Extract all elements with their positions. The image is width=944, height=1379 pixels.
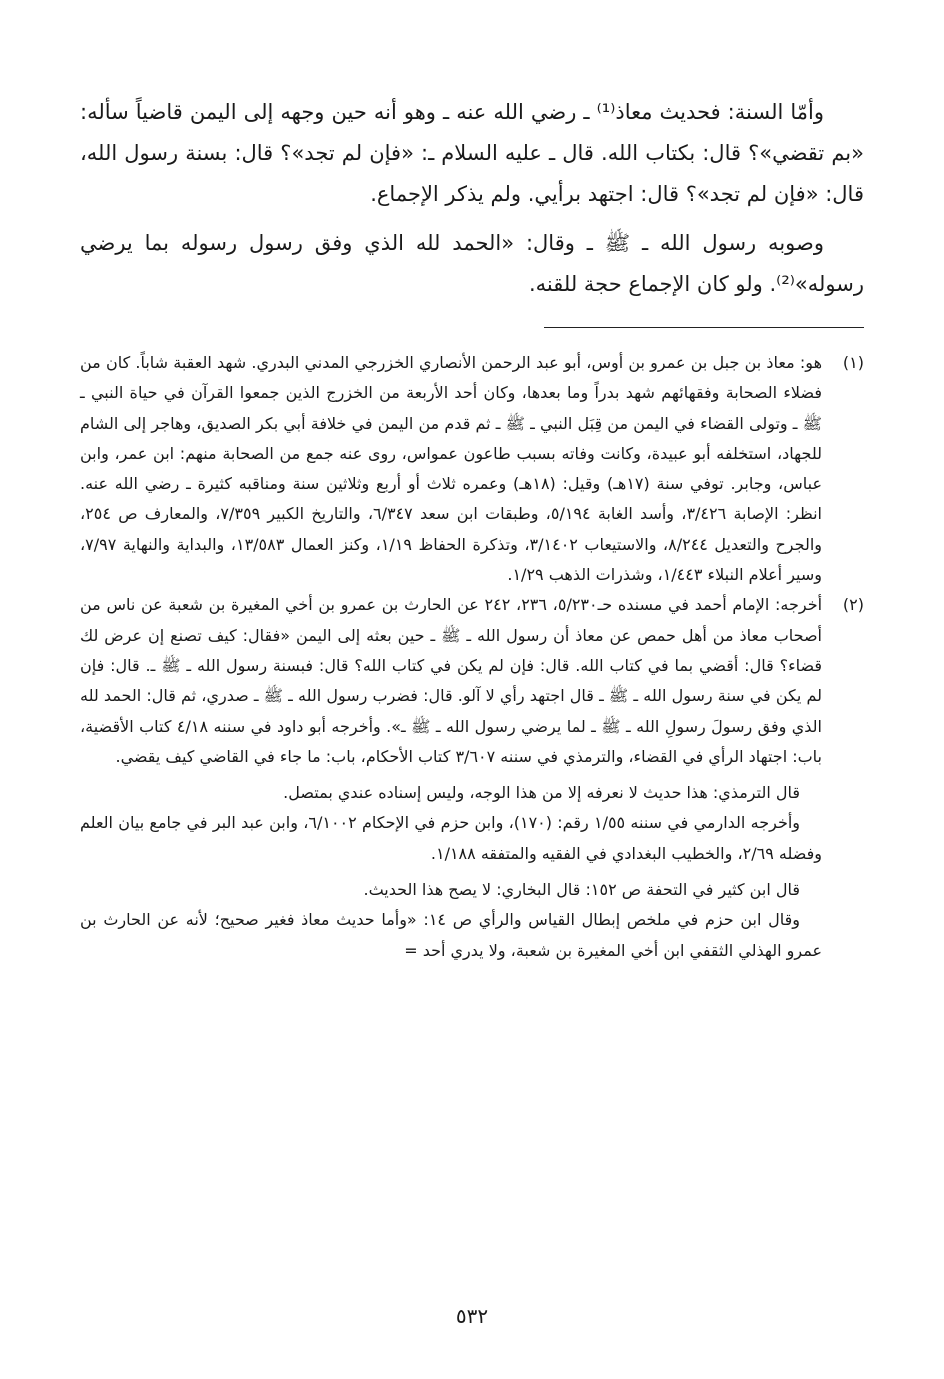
footnote-paragraph: أخرجه: الإمام أحمد في مسنده حـ٥/٢٣٠، ٢٣٦، ٢٤٢ عن الحارث بن عمرو بن أخي المغيرة بن شعبة عن ناس من أصحاب معاذ من أهل حمص عن معاذ أن رسول الله ـ ﷺ ـ حين بعثه إلى اليمن «فقال: كيف تصنع إن عرض لك قضاء؟ قال: أقضي بما في كتاب الله. قال: فإن لم يكن في كتاب الله؟ قال: فبسنة رسول الله ـ ﷺ ـ. قال: فإن لم يكن في سنة رسول الله ـ ﷺ ـ قال اجتهد رأي لا آلو. قال: فضرب رسول الله ـ ﷺ ـ صدري، ثم قال: الحمد لله الذي وفق رسولَ رسولِ الله ـ ﷺ ـ لما يرضي رسول الله ـ ﷺ ـ». وأخرجه أبو داود في سننه ٤/١٨ كتاب الأقضية، باب: اجتهاد الرأي في القضاء، والترمذي في سننه ٣/٦٠٧ كتاب الأحكام، باب: ما جاء في القاضي كيف يقضي. — [80, 595, 823, 766]
footnote-separator — [544, 327, 864, 328]
footnote-2 — [80, 590, 864, 966]
footnote-body — [80, 590, 822, 966]
page-number: ٥٣٢ — [455, 1304, 489, 1328]
footnote-1 — [80, 348, 864, 590]
footnote-paragraph: قال الترمذي: هذا حديث لا نعرفه إلا من هذا الوجه، وليس إسناده عندي بمتصل. — [283, 783, 800, 803]
main-paragraph-1: وأمّا السنة: فحديث معاذ⁽¹⁾ ـ رضي الله عنه ـ وهو أنه حين وجهه إلى اليمن قاضياً سأله: «بم تقضي»؟ قال: بكتاب الله. قال ـ عليه السلام ـ: «فإن لم تجد»؟ قال: بسنة رسول الله، قال: «فإن لم تجد»؟ قال: اجتهد برأيي. ولم يذكر الإجماع. — [80, 100, 864, 206]
footnote-number: (٢) — [842, 595, 864, 615]
footnote-paragraph: وقال ابن حزم في ملخص إبطال القياس والرأي ص ١٤: «وأما حديث معاذ فغير صحيح؛ لأنه عن الحارث بن عمرو الهذلي الثقفي ابن أخي المغيرة بن شعبة، ولا يدري أحد = — [80, 910, 822, 960]
footnote-number: (١) — [842, 353, 864, 372]
footnote-paragraph: قال ابن كثير في التحفة ص ١٥٢: قال البخاري: لا يصح هذا الحديث. — [363, 880, 800, 900]
main-text — [80, 92, 864, 305]
footnote-body — [80, 348, 822, 590]
footnote-paragraph: هو: معاذ بن جبل بن عمرو بن أوس، أبو عبد الرحمن الأنصاري الخزرجي المدني البدري. شهد العقبة شاباً. كان من فضلاء الصحابة وفقهائهم شهد بدراً وما بعدها، وكان أحد الأربعة من الخزرج الذين جمعوا القرآن في حياة النبي ـ ﷺ ـ وتولى القضاء في اليمن من قِبَل النبي ـ ﷺ ـ ثم قدم من اليمن في خلافة أبي بكر الصديق، وهاجر إلى الشام للجهاد، استخلفه أبو عبيدة، وكانت وفاته بسبب طاعون عمواس، روى عنه جمع من الصحابة منهم: ابن عمر، وابن عباس، وجابر. توفي سنة (١٧هـ) وقيل: (١٨هـ) وعمره ثلاث أو أربع وثلاثين سنة ومناقبه كثيرة ـ رضي الله عنه. انظر: الإصابة ٣/٤٢٦، وأسد الغابة ٥/١٩٤، وطبقات ابن سعد ٦/٣٤٧، والتاريخ الكبير ٧/٣٥٩، والمعارف ص ٢٥٤، والجرح والتعديل ٨/٢٤٤، والاستيعاب ٣/١٤٠٢، وتذكرة الحفاظ ١/١٩، وكنز العمال ١٣/٥٨٣، والبداية والنهاية ٧/٩٧، وسير أعلام النبلاء ١/٤٤٣، وشذرات الذهب ١/٢٩. — [80, 353, 823, 585]
document-page — [80, 92, 864, 966]
footnote-paragraph: وأخرجه الدارمي في سننه ١/٥٥ رقم: (١٧٠)، وابن حزم في الإحكام ٦/١٠٠٢، وابن عبد البر في جامع بيان العلم وفضله ٢/٦٩، والخطيب البغدادي في الفقيه والمتفقه ١/١٨٨. — [80, 813, 822, 863]
main-paragraph-2: وصوبه رسول الله ـ ﷺ ـ وقال: «الحمد لله الذي وفق رسول رسوله بما يرضي رسوله»⁽²⁾. ولو كان الإجماع حجة للقنه. — [80, 231, 864, 296]
footnotes-section — [80, 348, 864, 966]
